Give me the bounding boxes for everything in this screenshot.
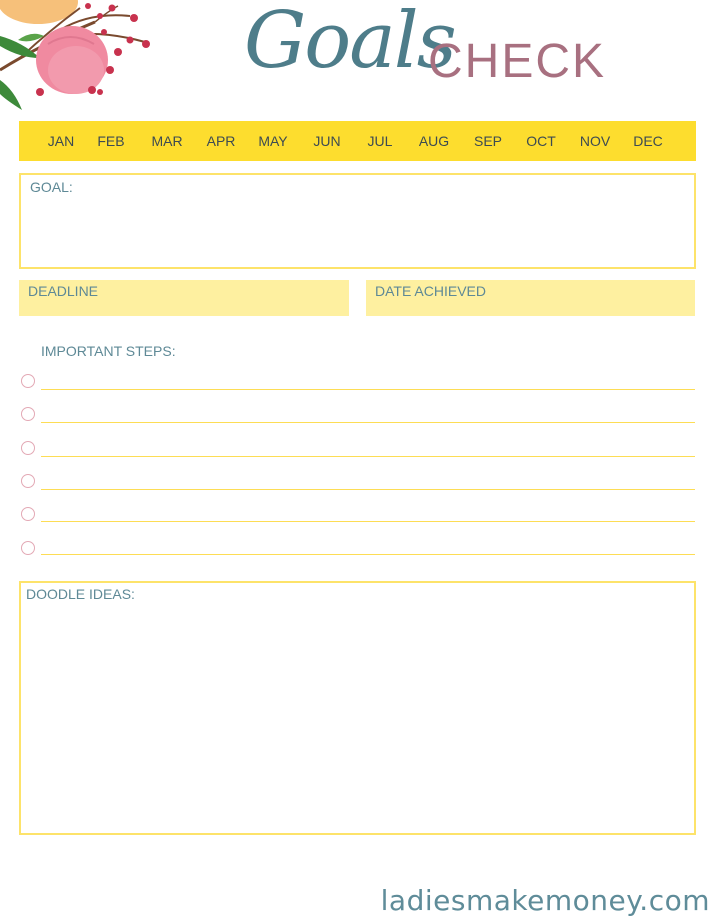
step-line[interactable]: [41, 422, 695, 423]
title-check: CHECK: [428, 35, 607, 88]
deadline-label: DEADLINE: [28, 283, 99, 299]
month-dec[interactable]: DEC: [633, 133, 663, 149]
doodle-ideas-area[interactable]: [19, 581, 696, 835]
step-line[interactable]: [41, 389, 695, 390]
month-sep[interactable]: SEP: [473, 133, 503, 149]
flower-branch-icon: [0, 0, 160, 115]
step-line[interactable]: [41, 554, 695, 555]
step-line[interactable]: [41, 521, 695, 522]
site-url: ladiesmakemoney.com: [380, 884, 710, 917]
step-checkbox[interactable]: [21, 507, 35, 521]
step-checkbox[interactable]: [21, 441, 35, 455]
date-achieved-field[interactable]: [366, 280, 695, 316]
step-checkbox[interactable]: [21, 374, 35, 388]
step-checkbox[interactable]: [21, 541, 35, 555]
step-checkbox[interactable]: [21, 407, 35, 421]
month-mar[interactable]: MAR: [151, 133, 183, 149]
goal-label: GOAL:: [30, 179, 73, 195]
goal-field[interactable]: [19, 173, 696, 269]
month-oct[interactable]: OCT: [526, 133, 556, 149]
doodle-label: DOODLE IDEAS:: [26, 586, 135, 602]
step-line[interactable]: [41, 456, 695, 457]
deadline-field[interactable]: [19, 280, 349, 316]
month-feb[interactable]: FEB: [97, 133, 125, 149]
title-script: Goals: [244, 0, 455, 86]
step-checkbox[interactable]: [21, 474, 35, 488]
month-may[interactable]: MAY: [258, 133, 288, 149]
month-jun[interactable]: JUN: [313, 133, 341, 149]
month-jul[interactable]: JUL: [367, 133, 393, 149]
step-line[interactable]: [41, 489, 695, 490]
date-achieved-label: DATE ACHIEVED: [375, 283, 486, 299]
month-aug[interactable]: AUG: [418, 133, 450, 149]
month-bar: [19, 121, 696, 161]
month-jan[interactable]: JAN: [47, 133, 75, 149]
month-nov[interactable]: NOV: [579, 133, 611, 149]
month-apr[interactable]: APR: [206, 133, 236, 149]
steps-heading: IMPORTANT STEPS:: [41, 343, 176, 359]
